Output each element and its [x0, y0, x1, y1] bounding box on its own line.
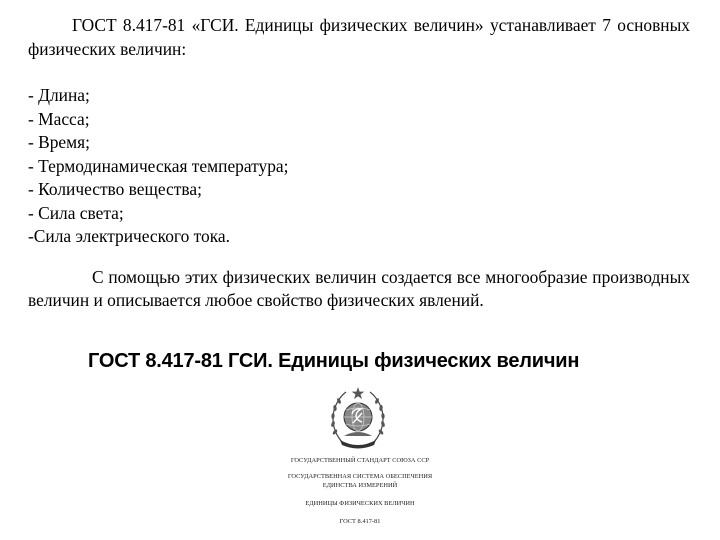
slide-text [28, 14, 690, 313]
conclusion-paragraph: С помощью этих физических величин создается все многообразие производных величин и описывается любое свойство физических явлений. [28, 266, 690, 310]
cover-line-state-standard: ГОСУДАРСТВЕННЫЙ СТАНДАРТ СОЮЗА ССР [290, 457, 430, 464]
list-item: - Количество вещества; [28, 179, 202, 199]
list-item: - Время; [28, 132, 90, 152]
ussr-coat-of-arms-icon [324, 384, 392, 452]
gost-document-heading: ГОСТ 8.417-81 ГСИ. Единицы физических величин [88, 350, 580, 372]
list-item: - Термодинамическая температура; [28, 155, 289, 176]
cover-line-units: ЕДИНИЦЫ ФИЗИЧЕСКИХ ВЕЛИЧИН [305, 500, 415, 507]
list-item: - Сила света; [28, 202, 124, 223]
gost-cover-text [240, 456, 480, 526]
cover-line-unity: ЕДИНСТВА ИЗМЕРЕНИЙ [322, 482, 398, 489]
list-item: -Сила электрического тока. [28, 226, 230, 246]
list-item: - Длина; [28, 85, 90, 105]
cover-line-system: ГОСУДАРСТВЕННАЯ СИСТЕМА ОБЕСПЕЧЕНИЯ [287, 473, 433, 480]
cover-line-gost-number: ГОСТ 8.417-81 [339, 518, 381, 525]
quantities-list [28, 84, 690, 249]
list-item: - Масса; [28, 108, 90, 129]
intro-paragraph: ГОСТ 8.417-81 «ГСИ. Единицы физических величин» устанавливает 7 основных физических величин: [28, 15, 690, 59]
